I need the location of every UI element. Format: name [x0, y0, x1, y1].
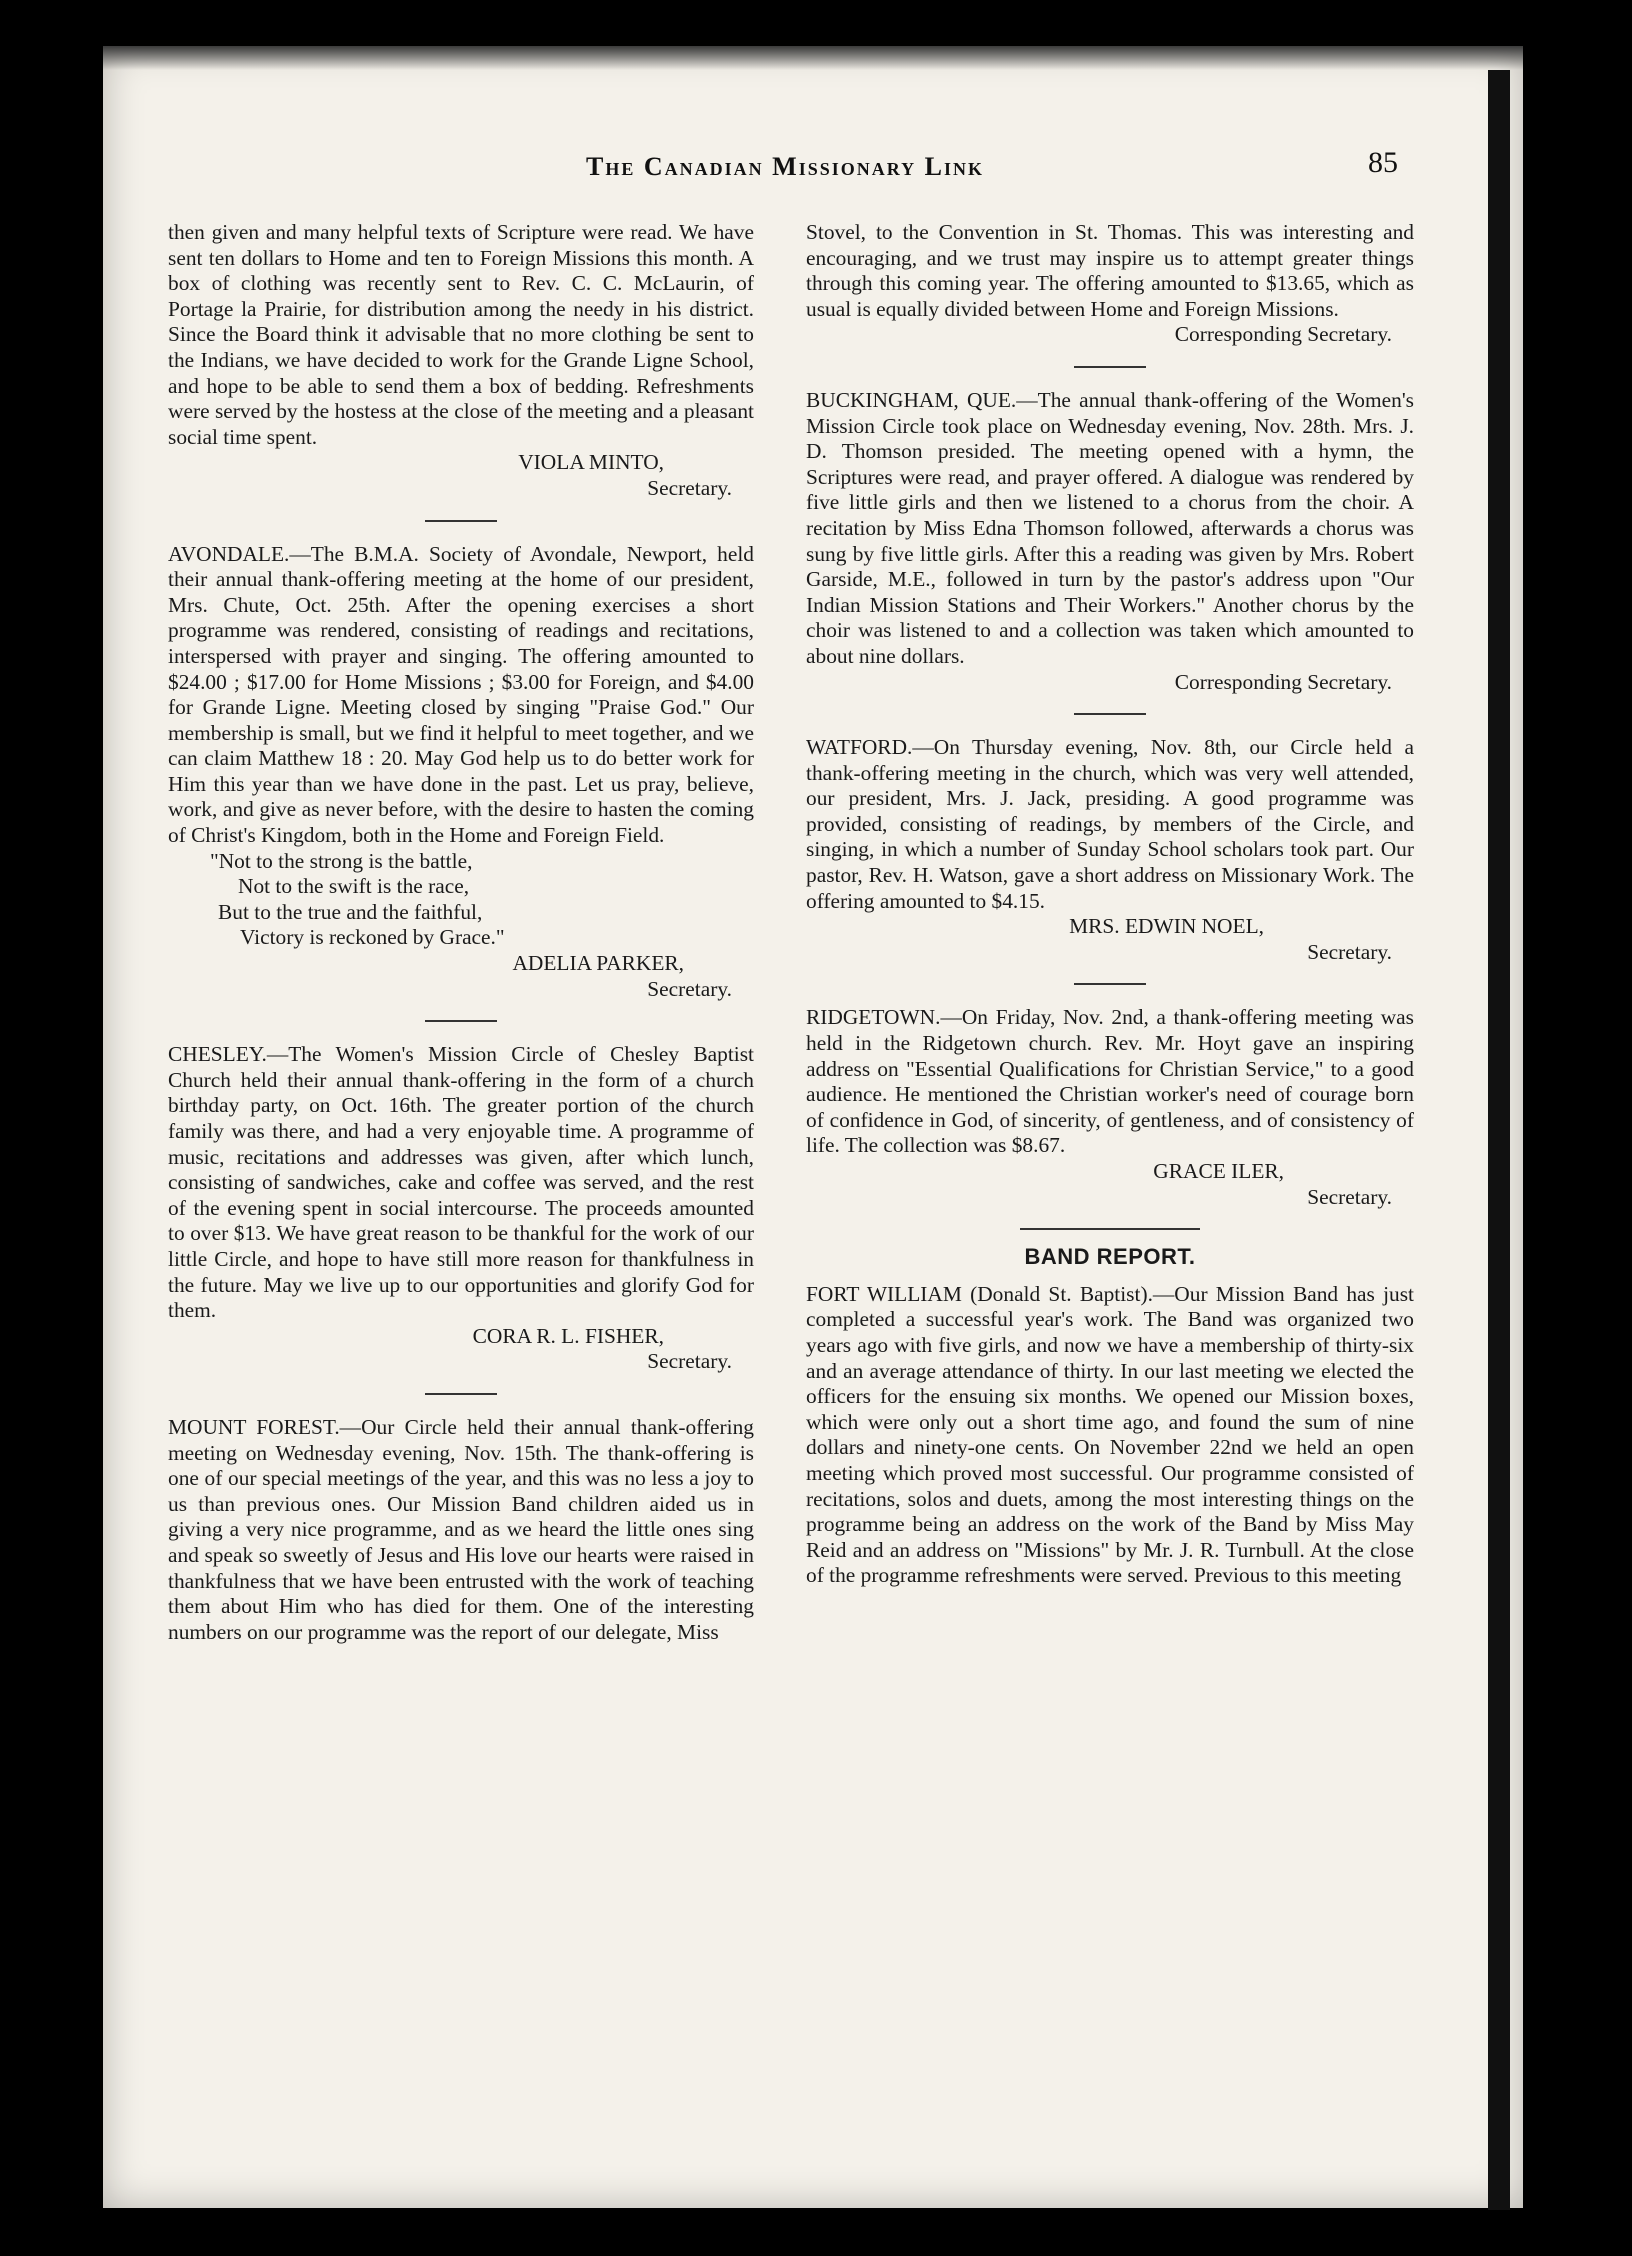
divider [425, 1020, 497, 1022]
section-divider [1020, 1228, 1200, 1230]
fort-william-report: FORT WILLIAM (Donald St. Baptist).—Our Mission Band has just completed a successful year's work. The Band was organized two years ago with five girls, and now we have a membership of thirty-six and an average attendance of thirty. In our last meeting we elected the officers for the ensuing six months. We opened our Mission boxes, which were only out a short time ago, and found the sum of nine dollars and ninety-one cents. On November 22nd we held an open meeting which proved most successful. Our programme consisted of recitations, solos and duets, among the most interesting things on the programme being an address on the work of the Band by Miss May Reid and an address on "Missions" by Mr. J. R. Turnbull. At the close of the programme refreshments were served. Previous to this meeting [806, 1281, 1414, 1588]
divider [425, 1393, 497, 1395]
right-column [806, 220, 1414, 1589]
watford-report: WATFORD.—On Thursday evening, Nov. 8th, our Circle held a thank-offering meeting in the church, which was very well attended, our president, Mrs. J. Jack, presiding. A good programme was provided, consisting of readings, by members of the Circle, and singing, in which a number of Sunday School scholars took part. Our pastor, Rev. H. Watson, gave a short address on Missionary Work. The offering amounted to $4.15. [806, 735, 1414, 913]
page-number: 85 [1368, 146, 1398, 179]
divider [1074, 983, 1146, 985]
poem-line: "Not to the strong is the battle, [210, 848, 473, 873]
signature-title: Secretary. [1307, 1184, 1392, 1209]
poem-line: Victory is reckoned by Grace." [240, 925, 505, 950]
buckingham-report: BUCKINGHAM, QUE.—The annual thank-offering of the Women's Mission Circle took place on Wednesday evening, Nov. 28th. Mrs. J. D. Thomson presided. The meeting opened with a hymn, the Scriptures were read, and prayer offered. A dialogue was rendered by five little girls and then we listened to a chorus from the choir. A recitation by Miss Edna Thomson followed, afterwards a chorus was sung by five little girls. After this a reading was given by Mrs. Robert Garside, M.E., followed in turn by the pastor's address upon "Our Indian Mission Stations and Their Workers." Another chorus by the choir was listened to and a collection was taken which amounted to about nine dollars. [806, 387, 1414, 668]
signature: GRACE ILER, [1153, 1159, 1284, 1183]
chesley-report: CHESLEY.—The Women's Mission Circle of Chesley Baptist Church held their annual thank-offering in the form of a church birthday party, on Oct. 16th. The greater portion of the church family was there, and had a very enjoyable time. A programme of music, recitations and addresses was given, after which lunch, consisting of sandwiches, cake and coffee was served, and the rest of the evening spent in social intercourse. The proceeds amounted to over $13. We have great reason to be thankful for the work of our little Circle, and hope to have still more reason for thankfulness in the future. May we live up to our opportunities and glorify God for them. [168, 1042, 754, 1323]
viola-minto-report: then given and many helpful texts of Scripture were read. We have sent ten dollars to Home and ten to Foreign Missions this month. A box of clothing was recently sent to Rev. C. C. McLaurin, of Portage la Prairie, for distribution among the needy in his district. Since the Board think it advisable that no more clothing be sent to the Indians, we have decided to work for the Grande Ligne School, and hope to be able to send them a box of bedding. Refreshments were served by the hostess at the close of the meeting and a pleasant social time spent. [168, 220, 754, 449]
divider [1074, 713, 1146, 715]
mount-forest-report: MOUNT FOREST.—Our Circle held their annual thank-offering meeting on Wednesday evening, Nov. 15th. The thank-offering is one of our special meetings of the year, and this was no less a joy to us than previous ones. Our Mission Band children aided us in giving a very nice programme, and as we heard the little ones sing and speak so sweetly of Jesus and His love our hearts were raised in thankfulness that we have been entrusted with the work of teaching them about Him who has died for them. One of the interesting numbers on our programme was the report of our delegate, Miss [168, 1414, 754, 1644]
signature: ADELIA PARKER, [512, 951, 684, 976]
poem-line: But to the true and the faithful, [218, 899, 483, 924]
poem-line: Not to the swift is the race, [238, 874, 470, 899]
page-edge-shadow [1488, 70, 1510, 2210]
signature-title: Corresponding Secretary. [1174, 669, 1392, 694]
signature: MRS. EDWIN NOEL, [1069, 914, 1264, 939]
running-header-title: The Canadian Missionary Link [586, 152, 984, 181]
ridgetown-report: RIDGETOWN.—On Friday, Nov. 2nd, a thank-offering meeting was held in the Ridgetown church. Rev. Mr. Hoyt gave an inspiring address on "Essential Qualifications for Christian Service," to a good audience. He mentioned the Christian worker's need of courage born of confidence in God, of sincerity, of gentleness, and of consistency of life. The collection was $8.67. [806, 1005, 1414, 1158]
poem [168, 849, 754, 951]
signature-title: Secretary. [647, 976, 732, 1001]
signature: VIOLA MINTO, [518, 450, 664, 475]
divider [1074, 366, 1146, 368]
signature-title: Secretary. [647, 1349, 732, 1374]
left-column [168, 220, 754, 1645]
band-report-heading: BAND REPORT. [1024, 1244, 1196, 1270]
signature-title: Corresponding Secretary. [1174, 322, 1392, 347]
signature-title: Secretary. [647, 475, 732, 500]
avondale-report: AVONDALE.—The B.M.A. Society of Avondale, Newport, held their annual thank-offering meeting at the home of our president, Mrs. Chute, Oct. 25th. After the opening exercises a short programme was rendered, consisting of readings and recitations, interspersed with prayer and singing. The offering amounted to $24.00 ; $17.00 for Home Missions ; $3.00 for Foreign, and $4.00 for Grande Ligne. Meeting closed by singing "Praise God." Our membership is small, but we find it helpful to meet together, and we can claim Matthew 18 : 20. May God help us to do better work for Him this year than we have done in the past. Let us pray, believe, work, and give as never before, with the desire to hasten the coming of Christ's Kingdom, both in the Home and Foreign Field. [168, 541, 754, 848]
divider [425, 520, 497, 522]
stovel-continuation: Stovel, to the Convention in St. Thomas. This was interesting and encouraging, and we trust may inspire us to attempt greater things through this coming year. The offering amounted to $13.65, which as usual is equally divided between Home and Foreign Missions. [806, 220, 1414, 321]
signature: CORA R. L. FISHER, [472, 1323, 664, 1348]
scan-shadow [103, 46, 1523, 70]
signature-title: Secretary. [1307, 939, 1392, 964]
